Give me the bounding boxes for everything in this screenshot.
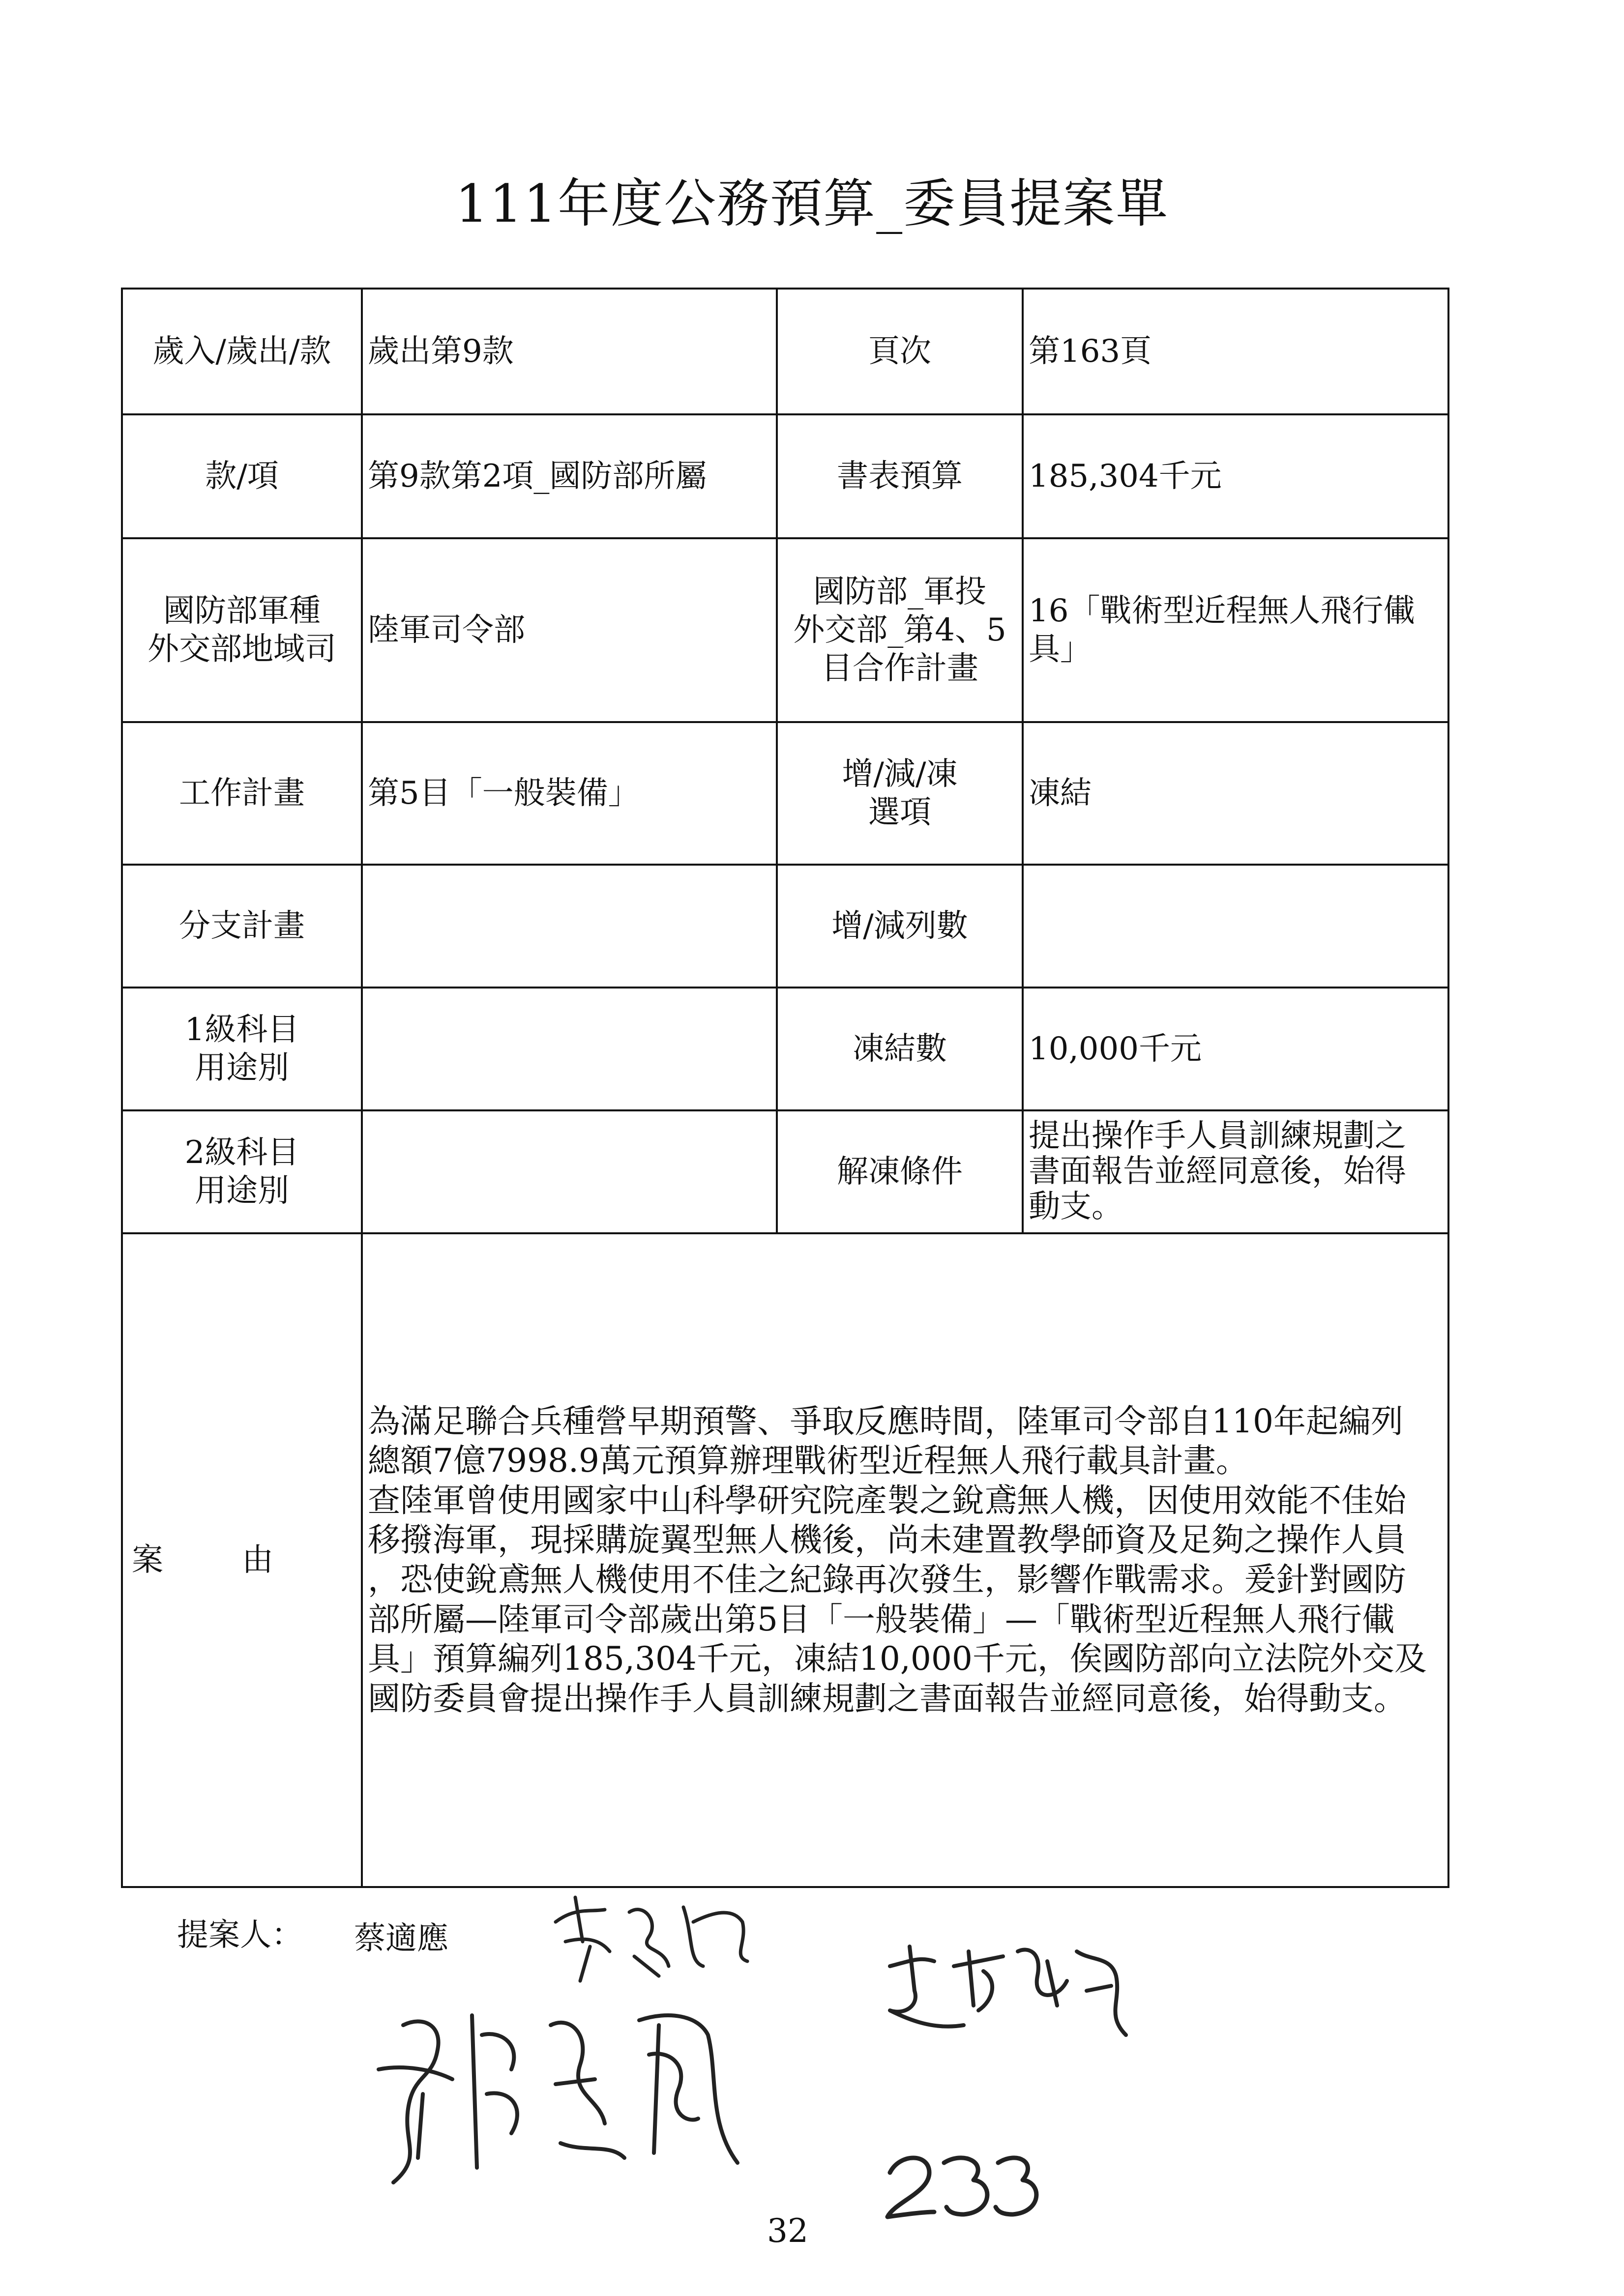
- value-plan: [1023, 538, 1448, 722]
- reason-line: 查陸軍曾使用國家中山科學研究院產製之銳鳶無人機，因使用效能不佳始: [368, 1481, 1406, 1519]
- label-option-line1: 增/減/凍: [842, 756, 958, 792]
- label-level2-line2: 用途別: [195, 1173, 289, 1209]
- proposer-label: 提案人：: [177, 1917, 303, 1953]
- value-section: 第9款第2項_國防部所屬: [362, 414, 777, 538]
- reason-text: [362, 1233, 1448, 1887]
- value-budget: 185,304千元: [1023, 414, 1448, 538]
- signature-1: [546, 1892, 757, 1991]
- value-plan-line2: 具」: [1029, 631, 1092, 668]
- label-level2-line1: 2級科目: [184, 1134, 299, 1171]
- row-category: [122, 289, 1448, 414]
- label-category: 歲入/歲出/款: [122, 289, 362, 414]
- signature-2: [880, 1932, 1146, 2045]
- row-agency: [122, 538, 1448, 722]
- value-unfreeze-line2: 書面報告並經同意後，始得: [1029, 1153, 1406, 1190]
- reason-line: 部所屬—陸軍司令部歲出第5目「一般裝備」—「戰術型近程無人飛行儎: [368, 1600, 1394, 1638]
- reason-line: 總額7億7998.9萬元預算辦理戰術型近程無人飛行載具計畫。: [368, 1442, 1248, 1480]
- value-freeze-amount: 10,000千元: [1023, 988, 1448, 1110]
- value-page: 第163頁: [1023, 289, 1448, 414]
- value-unfreeze-line3: 動支。: [1029, 1188, 1123, 1225]
- label-option: [777, 722, 1023, 865]
- reason-line: 移撥海軍，現採購旋翼型無人機後，尚未建置教學師資及足夠之操作人員: [368, 1521, 1406, 1559]
- value-agency: 陸軍司令部: [362, 538, 777, 722]
- value-level2: [362, 1110, 777, 1233]
- value-branch-plan: [362, 865, 777, 988]
- label-reason-text: 案由: [132, 1541, 352, 1578]
- value-work-plan: 第5目「一般裝備」: [362, 722, 777, 865]
- label-adjust-amount: 增/減列數: [777, 865, 1023, 988]
- label-work-plan: 工作計畫: [122, 722, 362, 865]
- label-section: 款/項: [122, 414, 362, 538]
- reason-line: 具」預算編列185,304千元，凍結10,000千元，俟國防部向立法院外交及: [368, 1640, 1427, 1678]
- label-budget: 書表預算: [777, 414, 1023, 538]
- label-agency-line1: 國防部軍種: [163, 592, 321, 629]
- row-level2: [122, 1110, 1448, 1233]
- label-level1: [122, 988, 362, 1110]
- value-option: 凍結: [1023, 722, 1448, 865]
- label-plan-line2: 外交部_第4、5: [793, 611, 1006, 648]
- label-reason: [122, 1233, 362, 1887]
- page-title: 111年度公務預算_委員提案單: [455, 174, 1169, 234]
- signature-3: [364, 1996, 767, 2192]
- label-plan-line1: 國防部_軍投: [813, 573, 986, 610]
- row-section: [122, 414, 1448, 538]
- label-option-line2: 選項: [868, 794, 931, 831]
- handwritten-page-number: [880, 2143, 1042, 2227]
- reason-line: 國防委員會提出操作手人員訓練規劃之書面報告並經同意後，始得動支。: [368, 1679, 1406, 1717]
- label-level1-line1: 1級科目: [184, 1011, 299, 1048]
- row-reason: [122, 1233, 1448, 1887]
- proposal-form-table: [121, 288, 1449, 1888]
- label-level2: [122, 1110, 362, 1233]
- label-branch-plan: 分支計畫: [122, 865, 362, 988]
- row-work-plan: [122, 722, 1448, 865]
- value-unfreeze-condition: [1023, 1110, 1448, 1233]
- value-plan-line1: 16「戰術型近程無人飛行儎: [1029, 592, 1415, 629]
- reason-line: ，恐使銳鳶無人機使用不佳之紀錄再次發生，影響作戰需求。爰針對國防: [368, 1561, 1406, 1598]
- value-unfreeze-line1: 提出操作手人員訓練規劃之: [1029, 1118, 1406, 1155]
- proposer-name: 蔡適應: [354, 1920, 448, 1957]
- label-page: 頁次: [777, 289, 1023, 414]
- value-category: 歲出第9款: [362, 289, 777, 414]
- label-plan-line3: 目合作計畫: [821, 650, 978, 687]
- label-freeze-amount: 凍結數: [777, 988, 1023, 1110]
- row-level1: [122, 988, 1448, 1110]
- page-number: 32: [767, 2212, 808, 2250]
- label-agency: [122, 538, 362, 722]
- row-branch-plan: [122, 865, 1448, 988]
- label-level1-line2: 用途別: [195, 1050, 289, 1086]
- value-adjust-amount: [1023, 865, 1448, 988]
- reason-line: 為滿足聯合兵種營早期預警、爭取反應時間，陸軍司令部自110年起編列: [368, 1402, 1403, 1440]
- label-plan: [777, 538, 1023, 722]
- label-unfreeze-condition: 解凍條件: [777, 1110, 1023, 1233]
- label-agency-line2: 外交部地域司: [148, 631, 336, 668]
- value-level1: [362, 988, 777, 1110]
